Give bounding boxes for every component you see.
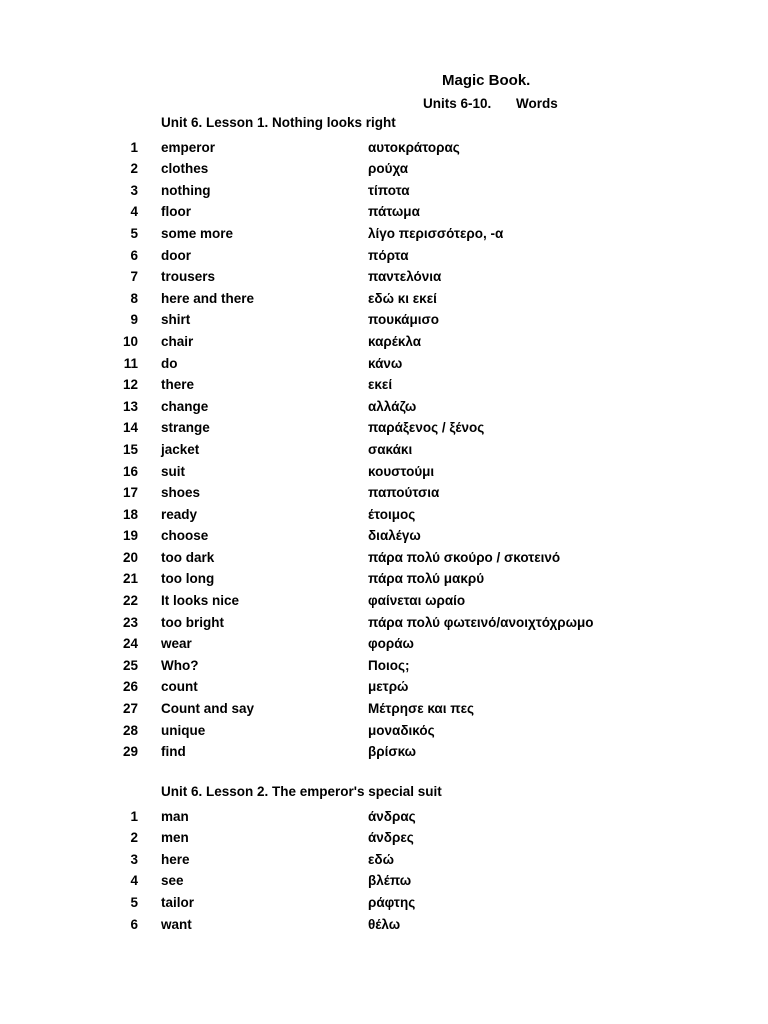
greek-translation: παράξενος / ξένος <box>368 420 485 436</box>
english-word: shoes <box>161 485 201 501</box>
greek-translation: θέλω <box>368 916 401 932</box>
row-number: 22 <box>122 593 138 609</box>
english-word: too long <box>161 571 215 587</box>
row-number: 11 <box>123 355 138 371</box>
english-word: some more <box>161 225 234 241</box>
english-word: man <box>161 808 189 824</box>
english-word: see <box>161 873 184 889</box>
row-number: 29 <box>122 744 138 760</box>
english-word: here <box>161 851 190 867</box>
row-number: 3 <box>130 182 138 198</box>
english-word: emperor <box>161 139 216 155</box>
greek-translation: πουκάμισο <box>368 312 439 328</box>
lesson-heading: Unit 6. Lesson 1. Nothing looks right <box>161 115 396 130</box>
row-number: 6 <box>130 916 138 932</box>
english-word: chair <box>161 333 194 349</box>
vocabulary-row <box>0 482 768 504</box>
english-word: Who? <box>161 657 199 673</box>
greek-translation: βλέπω <box>368 873 412 889</box>
english-word: do <box>161 355 178 371</box>
greek-translation: πάρα πολύ σκούρο / σκοτεινό <box>368 549 561 565</box>
vocabulary-row <box>0 914 768 936</box>
row-number: 18 <box>122 506 138 522</box>
greek-translation: άνδρας <box>368 808 416 824</box>
greek-translation: κάνω <box>368 355 403 371</box>
english-word: jacket <box>161 441 200 457</box>
greek-translation: σακάκι <box>368 441 413 457</box>
row-number: 14 <box>122 420 138 436</box>
row-number: 2 <box>130 161 138 177</box>
greek-translation: πόρτα <box>368 247 409 263</box>
vocabulary-row <box>0 633 768 655</box>
row-number: 5 <box>130 894 138 910</box>
vocabulary-row <box>0 525 768 547</box>
row-number: 19 <box>122 528 138 544</box>
row-number: 17 <box>122 485 138 501</box>
greek-translation: βρίσκω <box>368 744 417 760</box>
row-number: 6 <box>130 247 138 263</box>
english-word: too bright <box>161 614 224 630</box>
vocabulary-row <box>0 720 768 742</box>
english-word: tailor <box>161 894 195 910</box>
vocabulary-row <box>0 870 768 892</box>
row-number: 27 <box>122 701 138 717</box>
row-number: 3 <box>130 851 138 867</box>
vocabulary-row <box>0 849 768 871</box>
greek-translation: έτοιμος <box>368 506 416 522</box>
row-number: 24 <box>122 636 138 652</box>
vocabulary-row <box>0 309 768 331</box>
vocabulary-row <box>0 741 768 763</box>
vocabulary-row <box>0 374 768 396</box>
vocabulary-row <box>0 827 768 849</box>
greek-translation: φαίνεται ωραίο <box>368 593 466 609</box>
english-word: men <box>161 830 189 846</box>
vocabulary-row <box>0 266 768 288</box>
vocabulary-list <box>0 806 768 936</box>
vocabulary-row <box>0 353 768 375</box>
greek-translation: πάρα πολύ φωτεινό/ανοιχτόχρωμο <box>368 614 594 630</box>
greek-translation: παπούτσια <box>368 485 440 501</box>
row-number: 1 <box>130 139 138 155</box>
row-number: 7 <box>130 269 138 285</box>
vocabulary-row <box>0 461 768 483</box>
row-number: 25 <box>122 657 138 673</box>
english-word: count <box>161 679 198 695</box>
greek-translation: κουστούμι <box>368 463 435 479</box>
vocabulary-row <box>0 568 768 590</box>
greek-translation: εδώ <box>368 851 394 867</box>
greek-translation: καρέκλα <box>368 333 421 349</box>
row-number: 20 <box>122 549 138 565</box>
vocabulary-row <box>0 137 768 159</box>
vocabulary-row <box>0 547 768 569</box>
english-word: here and there <box>161 290 255 306</box>
vocabulary-row <box>0 223 768 245</box>
greek-translation: φοράω <box>368 636 414 652</box>
english-word: unique <box>161 722 206 738</box>
greek-translation: αλλάζω <box>368 398 417 414</box>
greek-translation: πάτωμα <box>368 204 420 220</box>
words-label: Words <box>516 96 558 111</box>
vocabulary-row <box>0 806 768 828</box>
english-word: clothes <box>161 161 209 177</box>
row-number: 9 <box>130 312 138 328</box>
row-number: 13 <box>122 398 138 414</box>
row-number: 21 <box>122 571 138 587</box>
english-word: change <box>161 398 209 414</box>
greek-translation: πάρα πολύ μακρύ <box>368 571 485 587</box>
english-word: strange <box>161 420 210 436</box>
vocabulary-row <box>0 655 768 677</box>
vocabulary-row <box>0 180 768 202</box>
units-label: Units 6-10. <box>423 96 492 111</box>
english-word: door <box>161 247 191 263</box>
vocabulary-row <box>0 590 768 612</box>
vocabulary-row <box>0 612 768 634</box>
greek-translation: Ποιος; <box>368 657 410 673</box>
row-number: 8 <box>130 290 138 306</box>
vocabulary-row <box>0 439 768 461</box>
row-number: 4 <box>130 204 138 220</box>
greek-translation: άνδρες <box>368 830 414 846</box>
row-number: 28 <box>122 722 138 738</box>
english-word: Count and say <box>161 701 255 717</box>
vocabulary-row <box>0 288 768 310</box>
row-number: 5 <box>130 225 138 241</box>
greek-translation: εδώ κι εκεί <box>368 290 437 306</box>
row-number: 26 <box>122 679 138 695</box>
english-word: shirt <box>161 312 191 328</box>
english-word: too dark <box>161 549 215 565</box>
english-word: there <box>161 377 195 393</box>
english-word: find <box>161 744 186 760</box>
english-word: choose <box>161 528 209 544</box>
vocabulary-row <box>0 504 768 526</box>
document-title: Magic Book. <box>442 72 531 89</box>
row-number: 10 <box>122 333 138 349</box>
vocabulary-row <box>0 331 768 353</box>
vocabulary-row <box>0 892 768 914</box>
greek-translation: διαλέγω <box>368 528 421 544</box>
vocabulary-list <box>0 137 768 763</box>
greek-translation: μετρώ <box>368 679 409 695</box>
vocabulary-row <box>0 698 768 720</box>
greek-translation: Μέτρησε και πες <box>368 701 474 717</box>
greek-translation: μοναδικός <box>368 722 435 738</box>
row-number: 12 <box>122 377 138 393</box>
english-word: nothing <box>161 182 211 198</box>
english-word: want <box>161 916 192 932</box>
row-number: 23 <box>122 614 138 630</box>
greek-translation: αυτοκράτορας <box>368 139 460 155</box>
english-word: trousers <box>161 269 216 285</box>
vocabulary-row <box>0 158 768 180</box>
greek-translation: παντελόνια <box>368 269 442 285</box>
english-word: suit <box>161 463 186 479</box>
row-number: 16 <box>122 463 138 479</box>
greek-translation: τίποτα <box>368 182 410 198</box>
lesson-heading: Unit 6. Lesson 2. The emperor's special suit <box>161 784 442 799</box>
english-word: wear <box>161 636 192 652</box>
greek-translation: λίγο περισσότερο, -α <box>368 225 504 241</box>
english-word: It looks nice <box>161 593 240 609</box>
greek-translation: ρούχα <box>368 161 409 177</box>
row-number: 15 <box>122 441 138 457</box>
vocabulary-row <box>0 417 768 439</box>
row-number: 2 <box>130 830 138 846</box>
greek-translation: ράφτης <box>368 894 416 910</box>
row-number: 4 <box>130 873 138 889</box>
greek-translation: εκεί <box>368 377 393 393</box>
english-word: ready <box>161 506 198 522</box>
vocabulary-row <box>0 676 768 698</box>
vocabulary-row <box>0 201 768 223</box>
vocabulary-row <box>0 396 768 418</box>
vocabulary-row <box>0 245 768 267</box>
english-word: floor <box>161 204 191 220</box>
row-number: 1 <box>130 808 138 824</box>
